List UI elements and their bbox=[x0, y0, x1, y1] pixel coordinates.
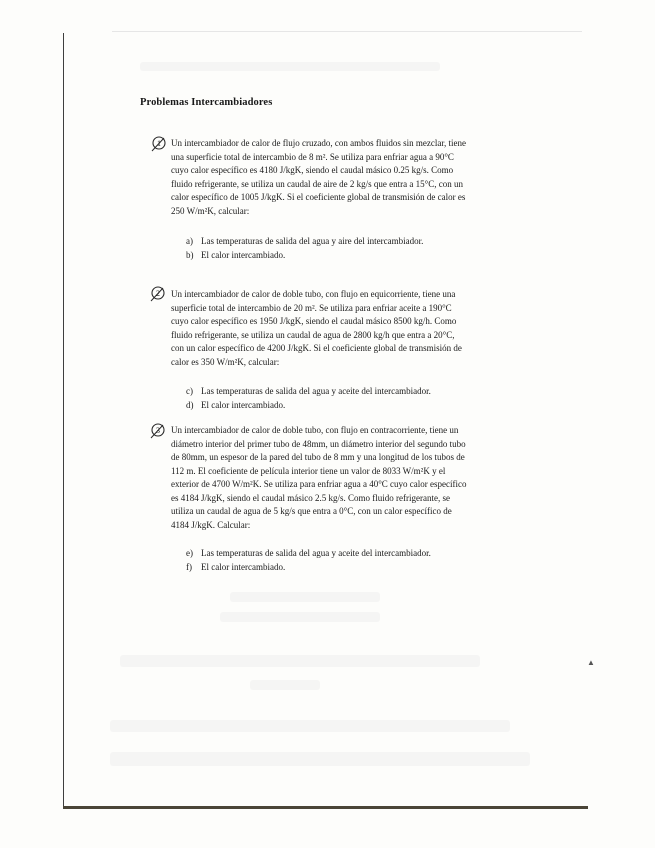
problem-line: fluido refrigerante, se utiliza un caudal de agua de 2800 kg/h que entra a 20°C, bbox=[171, 329, 455, 340]
scan-bottom-edge bbox=[63, 806, 588, 809]
problem-line: Un intercambiador de calor de doble tubo, con flujo en contracorriente, tiene un bbox=[171, 425, 459, 435]
problem-line: una superficie total de intercambio de 8 m². Se utiliza para enfriar agua a 90°C bbox=[171, 151, 454, 162]
bleed-through bbox=[120, 655, 480, 667]
problem-line: cuyo calor específico es 1950 J/kgK, siendo el caudal másico 8500 kg/h. Como bbox=[171, 316, 457, 326]
problem-line: 250 W/m²K, calcular: bbox=[171, 205, 250, 216]
problem-line: fluido refrigerante, se utiliza un caudal de aire de 2 kg/s que entra a 15°C, con un bbox=[171, 178, 463, 189]
question-item: b) El calor intercambiado. bbox=[186, 249, 286, 260]
question-item: c) Las temperaturas de salida del agua y aceite del intercambiador. bbox=[186, 386, 431, 396]
svg-text:1: 1 bbox=[157, 139, 161, 148]
bleed-through bbox=[110, 720, 510, 732]
problem-line: es 4184 J/kgK, siendo el caudal másico 2.5 kg/s. Como fluido refrigerante, se bbox=[171, 492, 450, 503]
problem-line: Un intercambiador de calor de flujo cruzado, con ambos fluidos sin mezclar, tiene bbox=[171, 138, 467, 148]
problem-3-statement bbox=[171, 424, 513, 532]
circled-number-icon bbox=[149, 423, 165, 439]
scan-top-edge bbox=[112, 31, 582, 32]
problem-1-questions bbox=[186, 235, 423, 262]
circled-number-icon bbox=[149, 286, 165, 302]
problem-line: calor específico de 1005 J/kgK. Si el coeficiente global de transmisión de calor es bbox=[171, 192, 466, 202]
problem-line: superficie total de intercambio de 20 m². Se utiliza para enfriar aceite a 190°C bbox=[171, 302, 452, 313]
problem-line: utiliza un caudal de agua de 5 kg/s que entra a 0°C, con un calor específico de bbox=[171, 506, 452, 516]
problem-line: calor es 350 W/m²K, calcular: bbox=[171, 356, 280, 367]
problem-line: exterior de 4700 W/m²K. Se utiliza para enfriar agua a 40°C cuyo calor específico bbox=[171, 479, 467, 489]
problem-line: cuyo calor específico es 4180 J/kgK, siendo el caudal másico 0.25 kg/s. Como bbox=[171, 165, 454, 175]
svg-text:2: 2 bbox=[156, 289, 160, 298]
handwritten-circle-icon bbox=[150, 136, 166, 152]
bleed-through bbox=[230, 592, 380, 602]
margin-mark-icon: ▲ bbox=[587, 658, 595, 667]
problem-line: Un intercambiador de calor de doble tubo, con flujo en equicorriente, tiene una bbox=[171, 289, 456, 299]
page-title: Problemas Intercambiadores bbox=[140, 97, 273, 108]
problem-2-questions bbox=[186, 385, 431, 412]
problem-line: diámetro interior del primer tubo de 48mm, un diámetro interior del segundo tubo bbox=[171, 438, 466, 449]
circled-number-icon bbox=[150, 136, 166, 152]
question-item: a) Las temperaturas de salida del agua y aire del intercambiador. bbox=[186, 236, 424, 246]
handwritten-circle-icon bbox=[149, 286, 165, 302]
handwritten-circle-icon bbox=[149, 423, 165, 439]
problem-line: con un calor específico de 4200 J/kgK. Si el coeficiente global de transmisión de bbox=[171, 343, 462, 353]
bleed-through bbox=[220, 612, 380, 622]
problem-line: de 80mm, un espesor de la pared del tubo de 8 mm y una longitud de los tubos de bbox=[171, 452, 465, 462]
problem-line: 112 m. El coeficiente de película interior tiene un valor de 8033 W/m²K y el bbox=[171, 465, 446, 476]
bleed-through bbox=[250, 680, 320, 690]
bleed-through bbox=[140, 62, 440, 71]
question-item: d) El calor intercambiado. bbox=[186, 399, 286, 410]
scan-left-edge bbox=[63, 33, 64, 808]
bleed-through bbox=[110, 752, 530, 766]
svg-text:3: 3 bbox=[156, 426, 160, 435]
problem-2-statement bbox=[171, 288, 513, 369]
problem-3-questions bbox=[186, 547, 431, 574]
question-item: f) El calor intercambiado. bbox=[186, 561, 286, 572]
problem-1-statement bbox=[171, 137, 513, 218]
question-item: e) Las temperaturas de salida del agua y aceite del intercambiador. bbox=[186, 548, 431, 558]
problem-line: 4184 J/kgK. Calcular: bbox=[171, 519, 251, 530]
